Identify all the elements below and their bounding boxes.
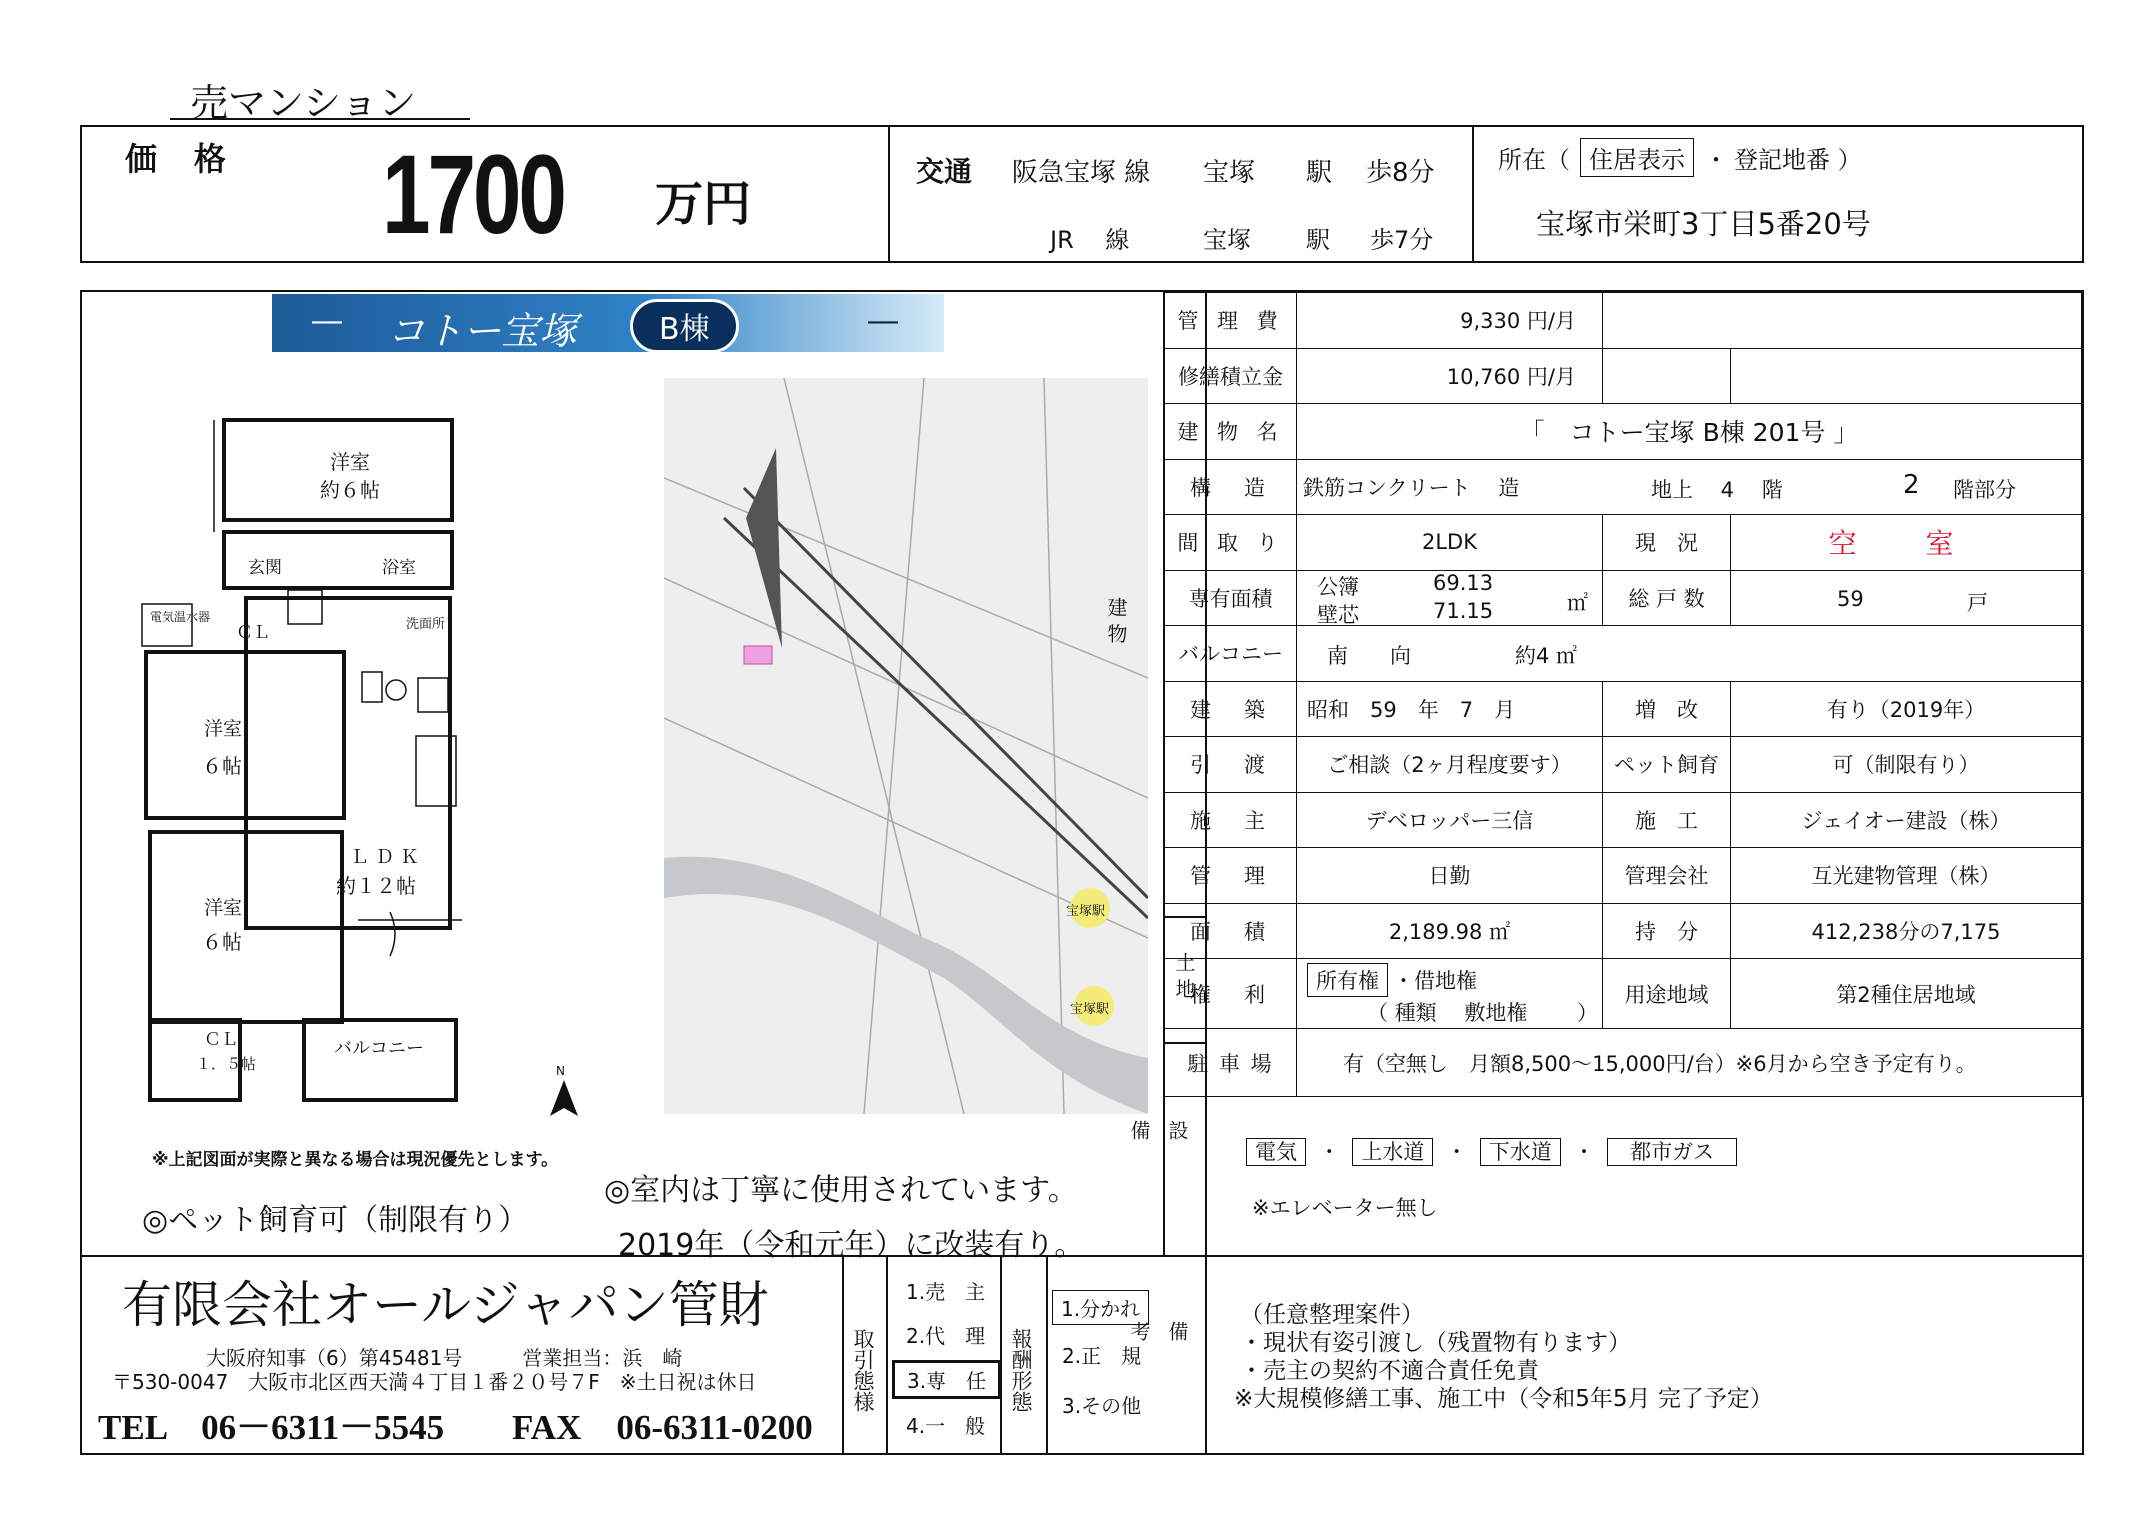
utility-sewer: 下水道	[1480, 1138, 1561, 1166]
spec-units-cell	[1731, 570, 2082, 626]
spec-label: 構 造	[1165, 459, 1297, 515]
spec-label: 施 主	[1165, 792, 1297, 848]
access-walk1: 歩8分	[1366, 158, 1435, 188]
structure-floor-suffix: 階部分	[1953, 477, 2016, 502]
spec-row-structure	[1165, 459, 2082, 515]
units-suffix: 戸	[1967, 590, 1988, 615]
area-map	[664, 378, 1148, 1114]
spec-label: 現 況	[1603, 515, 1731, 571]
price-label: 価 格	[125, 141, 240, 177]
footer-div-2	[886, 1255, 888, 1455]
banner-building-name: コトー宝塚	[387, 309, 578, 353]
spec-row-layout	[1165, 515, 2082, 571]
utility-sep: ・	[1318, 1140, 1340, 1164]
area-hekishin-label: 壁芯	[1317, 602, 1359, 627]
area-unit: ㎡	[1567, 590, 1588, 615]
spec-label: 引 渡	[1165, 737, 1297, 793]
access-station1: 宝塚	[1203, 158, 1256, 188]
location-label: 所在（	[1498, 146, 1570, 174]
room-label-heater: 電気温水器	[150, 610, 211, 624]
spec-empty	[1603, 293, 2082, 349]
room-label-balcony: バルコニー	[334, 1038, 424, 1059]
area-kobo-label: 公簿	[1317, 574, 1359, 599]
price-value: 1700	[382, 132, 564, 257]
spec-row-shuzen	[1165, 348, 2082, 404]
location-option-jukyo: 住居表示	[1580, 138, 1694, 177]
map-station-label-2: 宝塚駅	[1070, 1002, 1110, 1017]
room-label-cl: ＣＬ	[236, 623, 270, 643]
transaction-option-3-selected: 3.専 任	[892, 1360, 1001, 1399]
units-value: 59	[1837, 586, 1864, 611]
room-label-3: 洋室	[204, 897, 243, 919]
spec-row-mgmt	[1165, 848, 2082, 904]
utility-sep: ・	[1573, 1140, 1595, 1164]
spec-label: 権 利	[1165, 959, 1297, 1029]
structure-floor-no: 2	[1903, 469, 1920, 500]
spec-value: 9,330 円/月	[1297, 293, 1603, 349]
spec-label: バルコニー	[1165, 626, 1297, 682]
room-size-ldk: 約１２帖	[336, 874, 416, 898]
spec-table	[1164, 292, 2082, 1097]
room-label-washroom: 洗面所	[406, 617, 446, 632]
north-arrow-icon	[544, 1078, 584, 1118]
room-size-3: ６帖	[202, 930, 242, 954]
room-label-cl2: ＣＬ	[204, 1030, 238, 1050]
spec-value: ジェイオー建設（株）	[1731, 792, 2082, 848]
utility-water: 上水道	[1352, 1138, 1433, 1166]
transaction-label: 取引態様	[851, 1328, 875, 1412]
status-vacant: 空 室	[1828, 527, 1984, 561]
spec-row-parking	[1165, 1029, 2082, 1097]
notes-line-3: ・売主の契約不適合責任免責	[1240, 1358, 1539, 1384]
header-divider-2	[1472, 125, 1474, 263]
spec-row-owner	[1165, 792, 2082, 848]
access-station2: 宝塚	[1203, 226, 1251, 254]
utility-electricity: 電気	[1246, 1138, 1306, 1166]
spec-empty	[1603, 348, 1731, 404]
room-size-1: 約６帖	[320, 478, 380, 502]
spec-value: デベロッパー三信	[1297, 792, 1603, 848]
rights-kind: （ 種類 敷地権	[1367, 1001, 1528, 1025]
utility-sep: ・	[1446, 1140, 1468, 1164]
company-address: 〒530-0047 大阪市北区西天満４丁目１番２０号７F ※土日祝は休日	[112, 1370, 757, 1394]
spec-label: 用途地域	[1603, 959, 1731, 1029]
section-label-facility: 設 備	[1127, 1120, 1189, 1180]
company-fax: FAX 06-6311-0200	[512, 1408, 813, 1447]
spec-label: 建 物 名	[1165, 404, 1297, 460]
floor-plan	[128, 372, 488, 1102]
map-station-label-1: 宝塚駅	[1066, 904, 1106, 919]
spec-label: 管理会社	[1603, 848, 1731, 904]
spec-label: 施 工	[1603, 792, 1731, 848]
spec-value: 互光建物管理（株）	[1731, 848, 2082, 904]
company-name: 有限会社オールジャパン管財	[122, 1276, 769, 1334]
access-label: 交通	[916, 156, 973, 187]
spec-row-kanrihi	[1165, 293, 2082, 349]
location-address: 宝塚市栄町3丁目5番20号	[1536, 207, 1871, 241]
banner-dash-right: ―	[868, 304, 898, 339]
access-suffix1: 駅	[1306, 158, 1333, 188]
spec-value: ご相談（2ヶ月程度要す）	[1297, 737, 1603, 793]
spec-label: 面 積	[1165, 903, 1297, 959]
spec-value: 第2種住居地域	[1731, 959, 2082, 1029]
structure-type: 鉄筋コンクリート 造	[1303, 475, 1520, 500]
spec-label: 管 理 費	[1165, 293, 1297, 349]
commission-label: 報酬形態	[1009, 1328, 1033, 1412]
spec-area-cell	[1297, 570, 1603, 626]
price-unit: 万円	[655, 178, 752, 231]
balcony-size: 約4 ㎡	[1515, 644, 1578, 668]
spec-empty	[1731, 348, 2082, 404]
notes-line-4: ※大規模修繕工事、施工中（令和5年5月 完了予定）	[1234, 1386, 1773, 1412]
spec-value: 10,760 円/月	[1297, 348, 1603, 404]
spec-row-land-area	[1165, 903, 2082, 959]
rights-lease: ・借地権	[1393, 969, 1477, 993]
rights-own: 所有権	[1307, 963, 1388, 997]
spec-label: 専有面積	[1165, 570, 1297, 626]
north-label: N	[556, 1064, 565, 1078]
footer-div-3	[1000, 1255, 1002, 1455]
spec-row-balcony	[1165, 626, 2082, 682]
spec-value: 「 コトー宝塚 B棟 201号 」	[1297, 404, 2082, 460]
spec-value: 有（空無し 月額8,500～15,000円/台）※6月から空き予定有り。	[1297, 1029, 2082, 1097]
spec-label: 管 理	[1165, 848, 1297, 904]
notes-line-1: （任意整理案件）	[1240, 1302, 1424, 1328]
banner-dash-left: ―	[312, 304, 342, 339]
spec-label: 建 築	[1165, 681, 1297, 737]
footer-div-4	[1046, 1255, 1048, 1455]
spec-label: 総 戸 数	[1603, 570, 1731, 626]
spec-value: 2,189.98 ㎡	[1297, 903, 1603, 959]
spec-value: 昭和 59 年 7 月	[1297, 681, 1603, 737]
room-label-2: 洋室	[204, 718, 243, 740]
company-tel: TEL 06－6311－5545	[98, 1408, 445, 1447]
spec-label: 修繕積立金	[1165, 348, 1297, 404]
company-license: 大阪府知事（6）第45481号 営業担当：浜 崎	[206, 1346, 683, 1370]
spec-row-built	[1165, 681, 2082, 737]
spec-value: 日勤	[1297, 848, 1603, 904]
spec-row-handover	[1165, 737, 2082, 793]
utilities-row	[1246, 1136, 1737, 1166]
spec-row-area	[1165, 570, 2082, 626]
footer-div-1	[842, 1255, 844, 1455]
spec-balcony-cell	[1297, 626, 2082, 682]
spec-row-name	[1165, 404, 2082, 460]
highlight-pet: ◎ペット飼育可（制限有り）	[142, 1203, 529, 1238]
transaction-option-4: 4.一 般	[906, 1414, 986, 1438]
header-divider-1	[888, 125, 890, 263]
room-label-ldk: ＬＤＫ	[350, 846, 426, 868]
spec-status	[1731, 515, 2082, 571]
highlight-line1: ◎室内は丁寧に使用されています。	[604, 1173, 1078, 1208]
rights-close: ）	[1577, 1001, 1598, 1025]
floor-plan-note: ※上記図面が実際と異なる場合は現況優先とします。	[152, 1150, 559, 1170]
access-line2: JR 線	[1050, 226, 1130, 254]
commission-option-1-selected: 1.分かれ	[1052, 1290, 1149, 1325]
room-label-genkan: 玄関	[248, 558, 282, 578]
spec-structure-cell	[1297, 459, 2082, 515]
spec-value: 2LDK	[1297, 515, 1603, 571]
area-kobo-value: 69.13	[1433, 570, 1494, 595]
access-walk2: 歩7分	[1370, 226, 1434, 254]
commission-option-3: 3.その他	[1062, 1394, 1142, 1418]
notes-line-2: ・現状有姿引渡し（残置物有ります）	[1240, 1330, 1631, 1356]
utility-gas: 都市ガス	[1607, 1138, 1737, 1166]
access-line1: 阪急宝塚 線	[1012, 158, 1151, 188]
room-label-1: 洋室	[330, 450, 370, 474]
spec-label: 間 取 り	[1165, 515, 1297, 571]
room-size-2: ６帖	[202, 754, 242, 778]
location-option-toki: 登記地番 ）	[1734, 146, 1862, 174]
banner-wing-badge: B棟	[630, 299, 739, 353]
spec-label: 持 分	[1603, 903, 1731, 959]
sheet-type: 売マンション	[190, 81, 417, 125]
spec-label: ペット飼育	[1603, 737, 1731, 793]
spec-value: 可（制限有り）	[1731, 737, 2082, 793]
room-size-cl2: １．５帖	[196, 1055, 257, 1073]
spec-value: 412,238分の7,175	[1731, 903, 2082, 959]
area-hekishin-value: 71.15	[1433, 598, 1494, 623]
spec-row-rights	[1165, 959, 2082, 1029]
spec-value: 有り（2019年）	[1731, 681, 2082, 737]
room-label-bath: 浴室	[382, 558, 416, 578]
balcony-direction: 南 向	[1327, 644, 1411, 668]
section-label-land: 土 地	[1172, 951, 1196, 999]
location-sep: ・	[1704, 146, 1728, 174]
building-banner	[272, 294, 944, 352]
transaction-option-2: 2.代 理	[906, 1324, 986, 1348]
spec-label: 駐 車 場	[1165, 1029, 1297, 1097]
section-label-notes: 備 考	[1127, 1321, 1189, 1381]
highlight-line2: 2019年（令和元年）に改装有り。	[618, 1228, 1085, 1263]
elevator-note: ※エレベーター無し	[1252, 1196, 1438, 1220]
sheet-type-underline	[170, 118, 470, 120]
structure-floors: 地上 4 階	[1651, 477, 1783, 502]
spec-label: 増 改	[1603, 681, 1731, 737]
spec-rights-cell	[1297, 959, 1603, 1029]
access-suffix2: 駅	[1306, 226, 1330, 254]
transaction-option-1: 1.売 主	[906, 1280, 986, 1304]
commission-option-2: 2.正 規	[1062, 1344, 1142, 1368]
